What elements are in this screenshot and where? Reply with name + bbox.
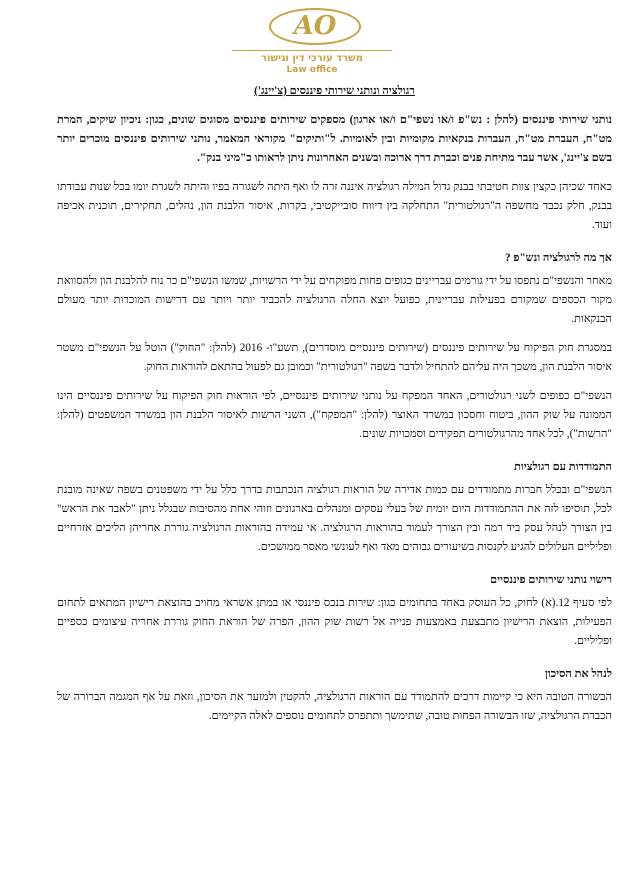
paragraph-1: כאחד שכיהן כקצין צוות חטיבתי בבנק גדול המילה רגולציה איננה זרה לו ואף היתה לשגורה בפיו והיתה לשגרת יומו בכל שנות עבודתו בבנק, חלק נכבד מחשפה ה"רגולטורית" התחלקה בין דיווח סובייקטיבי, בקרות, איסור הלבנת הון, נהלים, תחקירים, תוכנית אכיפה ועוד. xyxy=(57,181,612,231)
law-office-logo xyxy=(0,0,625,80)
section-heading-regulation: אך מה לרגולציה ונש"פ ? xyxy=(505,252,612,264)
section-1-paragraph-3: הנשפי"ם כפופים לשני רגולטורים, האחד המפקח על נותני שירותים פיננסיים, לפי הוראות חוק הפיקוח על שירותים פיננסיים הינו הממונה על שוק ההון, ביטוח וחסכון במשרד האוצר (להלן: "המפקח"), השני הרשות לאיסור הלבנת הון במשרד המשפטים (להלן: "הרשות"), לכל אחד מהרגולטורים תפקידים וסמכויות שונים. xyxy=(57,390,612,440)
section-1-paragraph-2: במסגרת חוק הפיקוח על שירותים פיננסים (שירותים פיננסיים מוסדרים), תשע"ו- 2016 (להלן: "החוק") הוטל על הנשפי"ם משטר איסור הלבנת הון, משכך היה עליהם להתחיל ולדבר בשפה "רגולטורית" וכמובן גם לפעול בהתאם להוראות החוק. xyxy=(57,342,612,373)
article-body xyxy=(57,82,612,736)
logo-english-text: Law office xyxy=(286,65,338,75)
logo-divider xyxy=(232,50,392,51)
logo-mark: AO xyxy=(293,11,337,41)
section-1-paragraph-1: מאחר והנשפי"ם נתפסו על ידי גורמים עבריינים כגופים פחות מפוקחים על ידי הרשויות, שמשו הנשפי"ם כר נוח להלבנת הון ולהסוואת מקור הכספים שמקורם בפעילות עבריינית, כפועל יוצא החלה הרגולציה להכביד יותר ויותר עם דרישות המוכרות יותר מעולם הבנקאות. xyxy=(57,275,612,325)
intro-paragraph: נותני שירותי פיננסים (להלן : נש"פ ו/או נשפי"ם ו/או ארגון) מספקים שירותים פיננסים מסוגים שונים, כגון: ניכיון שיקים, המרת מט"ח, העברת מט"ח, העברות בנקאיות מקומיות ובין לאומיות. ל"ותיקים" מקוראי המאמר, נותני שירותים פיננסים מוכרים יותר בשם צ'יינג', אשר עבר מתיחת פנים וכברת דרך ארוכה ובשנים האחרונות ניתן לראותו כ"מיני בנק". xyxy=(57,114,612,164)
section-heading-coping: התמודדות עם רגולציות xyxy=(514,461,612,473)
logo-hebrew-text: משרד עורכי דין וגישור xyxy=(260,53,364,64)
section-heading-licensing: רישוי נותני שירותים פיננסיים xyxy=(490,574,612,586)
section-4-paragraph-1: הבשורה הטובה היא כי קיימות דרכים להתמודד עם הוראות הרגולציה, להקטין ולמזער את הסיכון, וזאת על אף המגמה הברורה של הכבדת הרגולציה, שזו הבשורה הפחות טובה, שתימשך ותתפרס לתחומים נוספים לאלה הקיימים. xyxy=(57,691,612,722)
article-title: רגולציה ונותני שירותי פיננסים (צ'יינג') xyxy=(254,85,415,97)
section-3-paragraph-1: לפי סעיף 12.(א) לחוק, כל העוסק באחד בתחומים כגון: שירות בנכס פיננסי או במתן אשראי מחויב בהוצאת רישיון המתאים לתחום הפעילות, הוצאת הרישיון מתבצעת באמצעות פנייה אל רשות שוק ההון, הפרה של הוראת החוק גוררת אחריה עיצומים כספיים ופליליים. xyxy=(57,597,613,647)
section-2-paragraph-1: הנשפי"ם ובכלל חברות מתמודדים עם כמות אדירה של הוראות רגולציה הנכתבות בדרך כלל על ידי משפטנים בשפה שאינה מובנת לכל, תוסיפו לזה את ההתמודדות היום יומית של בעלי עסקים ומנהלים בארגונים וזוהי אחת מהסיבות שבגלל ניתן "לאבד את הראש" בין הצורך לנהל עסק ביד רמה ובין הצורך לעמוד בהוראות הרגולציה. אי עמידה בהוראות הרגולציה גוררת אחריהן הליכים אזרחיים ופליליים העלולים להגיע לקנסות בשיעורים גבוהים מאד ואף לעונשי מאסר ממושכים. xyxy=(57,484,612,553)
section-heading-risk: לנהל את הסיכון xyxy=(544,668,612,680)
